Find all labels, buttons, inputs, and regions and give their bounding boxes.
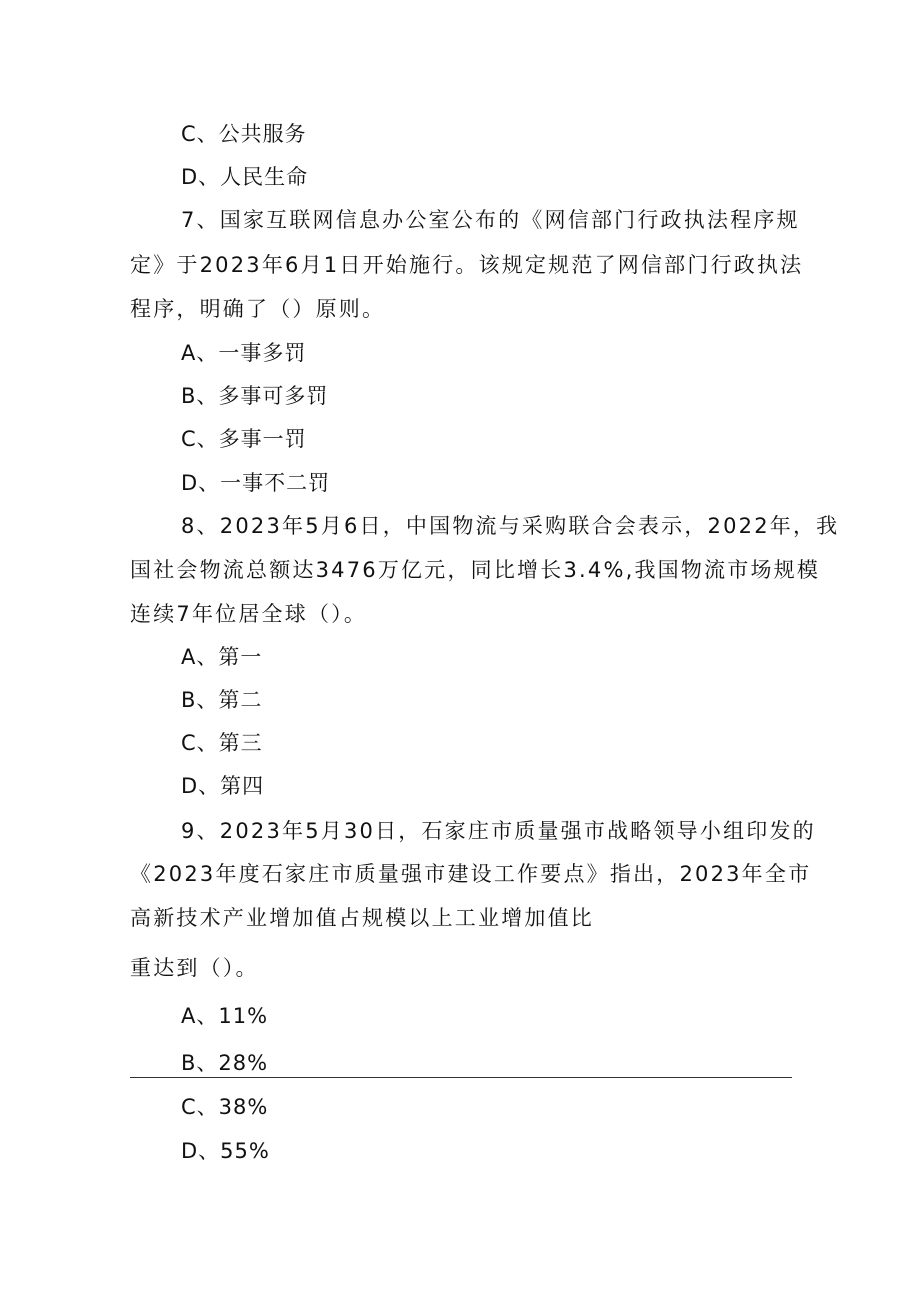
q7-stem-line-2: 定》于2023年6月1日开始施行。该规定规范了网信部门行政执法 [130,253,804,277]
q6-option-c: C、公共服务 [181,122,307,146]
q6-option-d: D、人民生命 [181,165,309,189]
q8-option-a: A、第一 [181,645,263,669]
q9-option-d: D、55% [181,1139,270,1163]
q9-option-c: C、38% [181,1095,269,1119]
page-divider [130,1077,792,1078]
q7-stem-line-3: 程序，明确了（）原则。 [130,297,386,321]
q9-option-b: B、28% [181,1051,269,1075]
q8-option-d: D、第四 [181,774,265,798]
q8-option-b: B、第二 [181,688,263,712]
q9-stem-line-1: 9、2023年5月30日，石家庄市质量强市战略领导小组印发的 [181,819,816,843]
q9-stem-line-4: 重达到（）。 [130,956,259,980]
q7-option-c: C、多事一罚 [181,427,307,451]
q7-option-a: A、一事多罚 [181,341,307,365]
q8-stem-line-1: 8、2023年5月6日，中国物流与采购联合会表示，2022年，我 [181,514,840,538]
q8-option-c: C、第三 [181,731,263,755]
q9-stem-line-3: 高新技术产业增加值占规模以上工业增加值比 [130,906,594,930]
q8-stem-line-2: 国社会物流总额达3476万亿元，同比增长3.4%,我国物流市场规模 [130,558,821,582]
q7-stem-line-1: 7、国家互联网信息办公室公布的《网信部门行政执法程序规 [181,208,800,232]
q8-stem-line-3: 连续7年位居全球（）。 [130,602,368,626]
q9-option-a: A、11% [181,1004,269,1028]
q9-stem-line-2: 《2023年度石家庄市质量强市建设工作要点》指出，2023年全市 [130,862,812,886]
q7-option-d: D、一事不二罚 [181,471,331,495]
q7-option-b: B、多事可多罚 [181,384,329,408]
